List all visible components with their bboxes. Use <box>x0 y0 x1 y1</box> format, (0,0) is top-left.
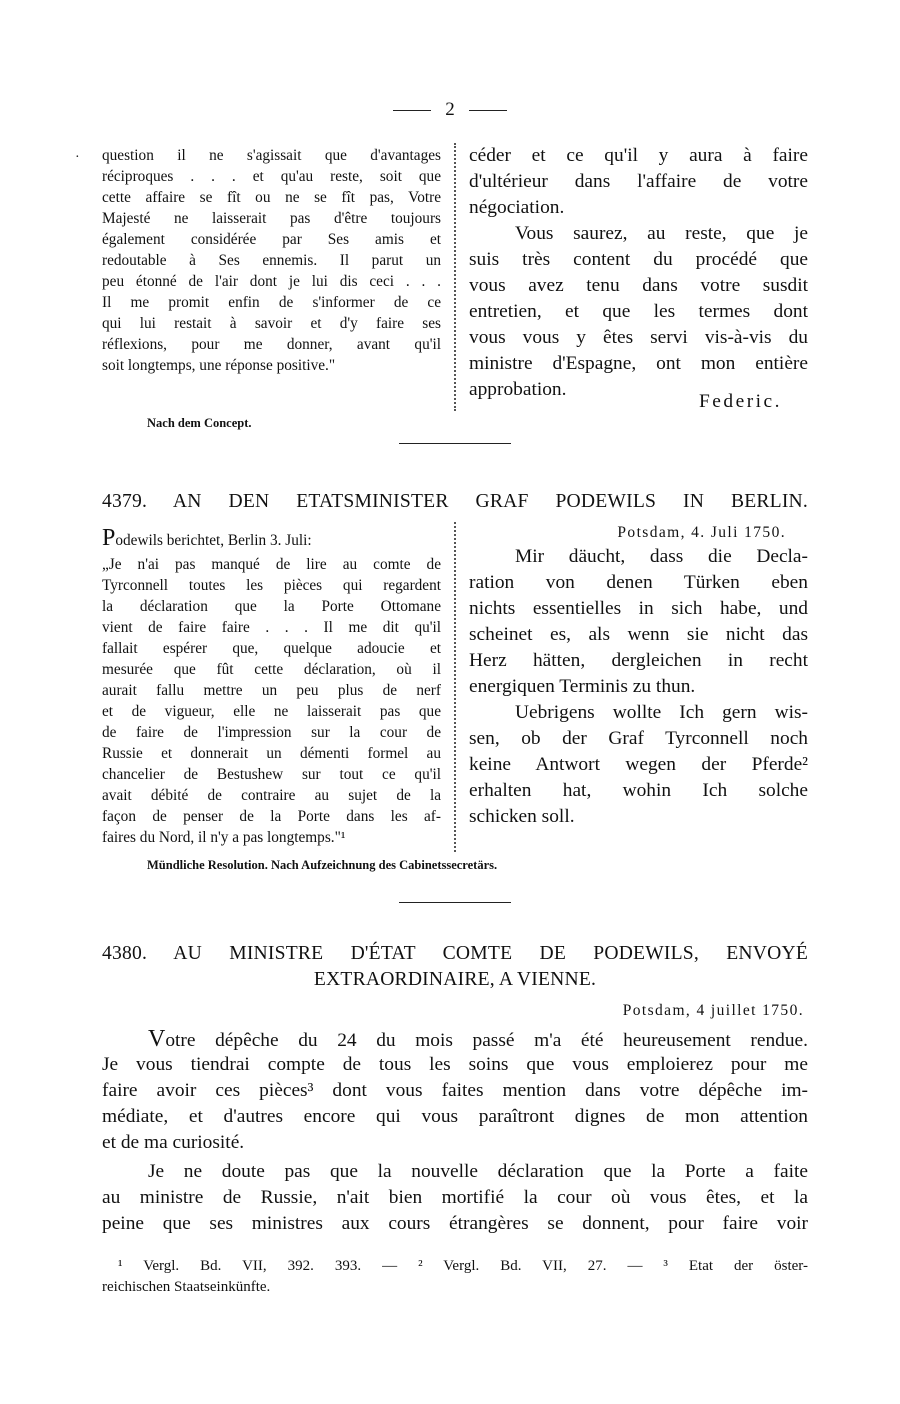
section-rule <box>399 443 511 444</box>
report-column <box>102 525 441 848</box>
text-line: „Je n'ai pas manqué de lire au comte de <box>102 556 441 573</box>
text-line: fallait espérer que, quelque adoucie et <box>102 640 441 657</box>
letter-paragraph <box>102 1026 808 1156</box>
text-line: redoutable à Ses ennemis. Il parut un <box>102 252 441 269</box>
text-line: avait débité de contraire au sujet de la <box>102 787 441 804</box>
text-line: ministre d'Espagne, ont mon entière <box>469 353 808 374</box>
source-note: Nach dem Concept. <box>147 416 252 430</box>
text-line: cette affaire se fît ou ne se fît pas, Votre <box>102 189 441 206</box>
text-line: qui lui restait à savoir et d'y faire ses <box>102 315 441 332</box>
prev-right-column <box>469 143 808 415</box>
heading-line: 4379. AN DEN ETATSMINISTER GRAF PODEWILS IN BERLIN. <box>102 491 808 512</box>
text-line: peu étonné de l'air dont je lui dis ceci . . . <box>102 273 441 290</box>
text-line: médiate, et d'autres encore qui vous paraîtront dignes de mon attention <box>102 1106 808 1127</box>
text-line: et de vigueur, elle ne laisserait pas que <box>102 703 441 720</box>
text-line: également considérée par Ses amis et <box>102 231 441 248</box>
header-dash-left <box>393 110 431 111</box>
text-line: peine que ses ministres aux cours étrangères se donnent, pour faire voir <box>102 1213 808 1234</box>
column-divider <box>454 143 456 411</box>
text-line: Il me promit enfin de s'informer de ce <box>102 294 441 311</box>
text-line: Votre dépêche du 24 du mois passé m'a été heureusement rendue. <box>148 1026 808 1052</box>
section-rule <box>399 902 511 903</box>
text-line: façon de penser de la Porte dans les af- <box>102 808 441 825</box>
text-line: Uebrigens wollte Ich gern wis- <box>515 702 808 723</box>
text-line: chancelier de Bestushew sur tout ce qu'il <box>102 766 441 783</box>
text-line: négociation. <box>469 197 565 218</box>
text-line: scheinet es, als wenn sie nicht das <box>469 624 808 645</box>
footnotes <box>102 1256 808 1298</box>
text-line: soit longtemps, une réponse positive." <box>102 357 336 374</box>
text-line: nichts essentielles in sich habe, und <box>469 598 808 619</box>
text-line: Herz hätten, dergleichen in recht <box>469 650 808 671</box>
prev-entry-columns <box>102 143 808 413</box>
header-dash-right <box>469 110 507 111</box>
page-number: 2 <box>445 99 455 120</box>
dateline: Potsdam, 4. Juli 1750. <box>617 524 786 541</box>
text-line: ration von denen Türken eben <box>469 572 808 593</box>
signature: Federic. <box>699 391 782 412</box>
source-note: Mündliche Resolution. Nach Aufzeichnung des Cabinetssecretärs. <box>147 858 498 872</box>
dateline: Potsdam, 4 juillet 1750. <box>622 1002 804 1019</box>
footnote-line: ¹ Vergl. Bd. VII, 392. 393. — ² Vergl. Bd. VII, 27. — ³ Etat der öster- <box>118 1258 808 1274</box>
entry-4379-columns <box>102 522 808 852</box>
text-line: et de ma curiosité. <box>102 1132 245 1153</box>
report-intro-text: odewils berichtet, Berlin 3. Juli: <box>115 532 312 549</box>
text-line: de faire de l'impression sur la cour de <box>102 724 441 741</box>
text-line: réflexions, pour me donner, avant qu'il <box>102 336 441 353</box>
text-line: réciproques . . . et qu'au reste, soit que <box>102 168 441 185</box>
text-line: Russie et donnerait un démenti formel au <box>102 745 441 762</box>
text-line: d'ultérieur dans l'affaire de votre <box>469 171 808 192</box>
prev-left-column <box>102 145 441 376</box>
text-line: keine Antwort wegen der Pferde² <box>469 754 808 775</box>
text-line: la déclaration que la Porte Ottomane <box>102 598 441 615</box>
entry-heading <box>102 489 808 515</box>
report-intro: Podewils berichtet, Berlin 3. Juli: <box>102 525 312 551</box>
text-line: Tyrconnell toutes les pièces qui regardent <box>102 577 441 594</box>
text-line: approbation. <box>469 379 567 400</box>
text-line: aurait fallu mettre un peu plus de nerf <box>102 682 441 699</box>
text-line: question il ne s'agissait que d'avantages <box>102 147 441 164</box>
text-line-rest: otre dépêche du 24 du mois passé m'a été heureusement rendue. <box>165 1030 808 1051</box>
text-line: mesurée que fût cette déclaration, où il <box>102 661 441 678</box>
column-divider <box>454 522 456 852</box>
text-line: entretien, et que les termes dont <box>469 301 808 322</box>
entry-heading <box>102 941 808 993</box>
resolution-text <box>469 544 808 830</box>
heading-line: EXTRAORDINAIRE, A VIENNE. <box>313 969 597 990</box>
text-line: suis très content du procédé que <box>469 249 808 270</box>
text-line: Mir däucht, dass die Decla- <box>515 546 808 567</box>
margin-mark: · <box>75 150 80 165</box>
resolution-column <box>469 522 808 830</box>
text-line: Vous saurez, au reste, que je <box>515 223 808 244</box>
text-line: vous vous y êtes servi vis-à-vis du <box>469 327 808 348</box>
text-line: erhalten hat, wohin Ich solche <box>469 780 808 801</box>
text-line: Je vous tiendrai compte de tous les soins que vous emploierez pour me <box>102 1054 808 1075</box>
text-line: schicken soll. <box>469 806 575 827</box>
text-line: céder et ce qu'il y aura à faire <box>469 145 808 166</box>
text-line: energiquen Terminis zu thun. <box>469 676 696 697</box>
page-header <box>0 99 900 121</box>
text-line: Majesté ne laisserait pas d'être toujours <box>102 210 441 227</box>
text-line: au ministre de Russie, n'ait bien mortifié la cour où vous êtes, et la <box>102 1187 808 1208</box>
heading-line: 4380. AU MINISTRE D'ÉTAT COMTE DE PODEWILS, ENVOYÉ <box>102 943 808 964</box>
letter-paragraph <box>102 1159 808 1237</box>
text-line: vient de faire faire . . . Il me dit qu'il <box>102 619 441 636</box>
text-line: vous avez tenu dans votre susdit <box>469 275 808 296</box>
text-line: Je ne doute pas que la nouvelle déclaration que la Porte a faite <box>148 1161 808 1182</box>
footnote-line: reichischen Staatseinkünfte. <box>102 1279 271 1295</box>
text-line: faires du Nord, il n'y a pas longtemps."¹ <box>102 829 346 846</box>
text-line: faire avoir ces pièces³ dont vous faites mention dans votre dépêche im- <box>102 1080 808 1101</box>
text-line: sen, ob der Graf Tyrconnell noch <box>469 728 808 749</box>
